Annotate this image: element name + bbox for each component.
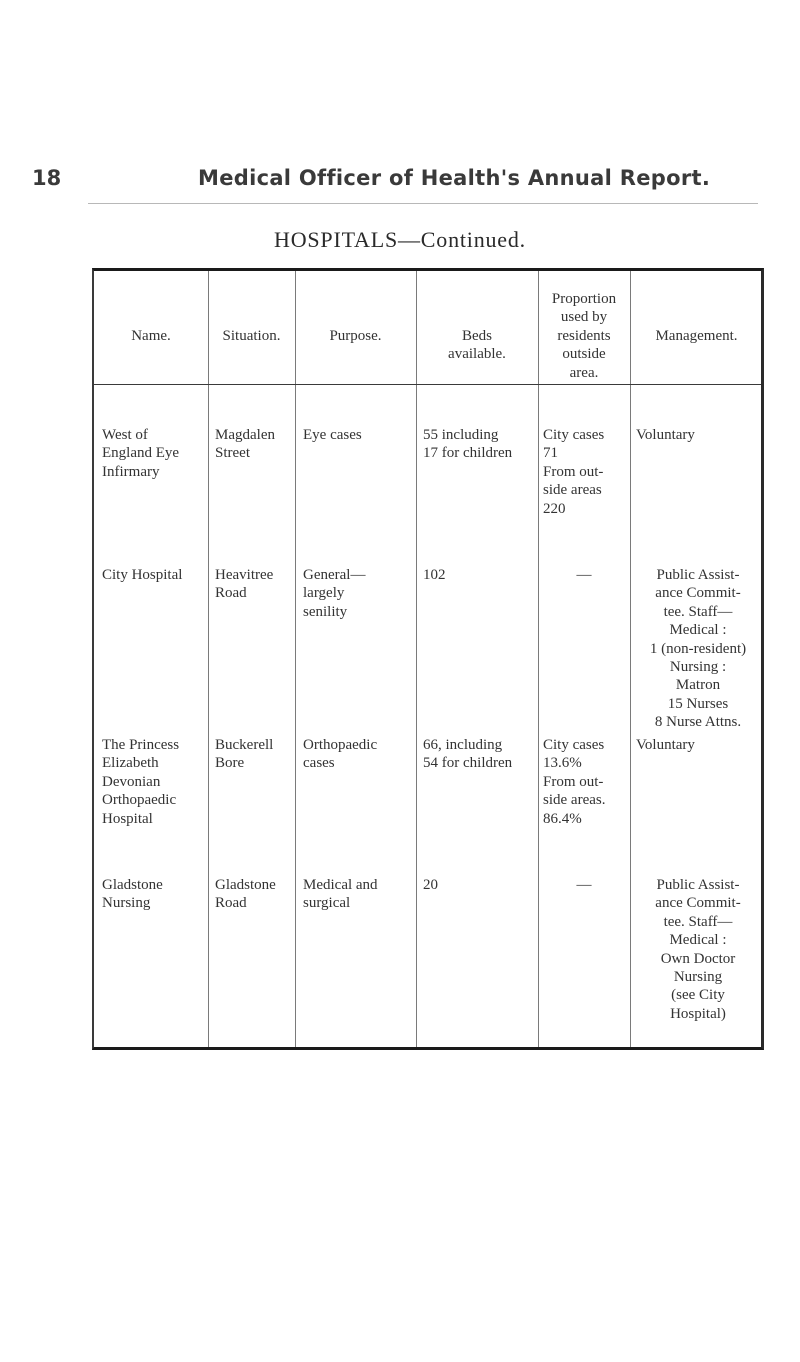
row-1-proportion: City cases 71 From out- side areas 220 bbox=[543, 427, 605, 517]
column-divider bbox=[295, 271, 296, 1047]
row-4-management: Public Assist- ance Commit- tee. Staff— Medical : Own Doctor Nursing (see City Hospital) bbox=[655, 877, 741, 1022]
row-4-situation: Gladstone Road bbox=[215, 877, 276, 912]
row-2-name: City Hospital bbox=[102, 567, 183, 583]
row-3-proportion: City cases 13.6% From out- side areas. 86.4% bbox=[543, 737, 606, 827]
row-1-situation: Magdalen Street bbox=[215, 427, 275, 462]
row-2-purpose: General— largely senility bbox=[303, 567, 366, 620]
hospitals-table bbox=[92, 268, 764, 1050]
column-divider bbox=[416, 271, 417, 1047]
column-header-purpose: Purpose. bbox=[329, 328, 382, 344]
header-rule bbox=[88, 203, 758, 204]
page-header bbox=[0, 162, 800, 202]
row-1-beds: 55 including 17 for children bbox=[423, 427, 513, 462]
row-1-management: Voluntary bbox=[636, 427, 695, 443]
report-title: Medical Officer of Health's Annual Report. bbox=[198, 166, 711, 190]
header-separator bbox=[94, 384, 761, 385]
column-divider bbox=[208, 271, 209, 1047]
row-2-management: Public Assist- ance Commit- tee. Staff— Medical : 1 (non-resident) Nursing : Matron 15 Nurses 8 Nurse Attns. bbox=[649, 567, 747, 731]
row-3-name: The Princess Elizabeth Devonian Orthopaedic Hospital bbox=[102, 737, 180, 827]
row-2-situation: Heavitree Road bbox=[215, 567, 274, 602]
row-3-management: Voluntary bbox=[636, 737, 695, 753]
row-4-beds: 20 bbox=[423, 877, 438, 893]
row-4-purpose: Medical and surgical bbox=[303, 877, 378, 912]
row-3-purpose: Orthopaedic cases bbox=[303, 737, 378, 772]
row-2-proportion: — bbox=[576, 567, 592, 583]
column-header-proportion: Proportion used by residents outside area. bbox=[551, 291, 617, 381]
section-title: HOSPITALS—Continued. bbox=[274, 227, 526, 252]
row-1-purpose: Eye cases bbox=[303, 427, 362, 443]
page-number: 18 bbox=[32, 166, 62, 190]
column-divider bbox=[538, 271, 539, 1047]
column-header-situation: Situation. bbox=[222, 328, 281, 344]
row-2-beds: 102 bbox=[423, 567, 446, 583]
column-header-name: Name. bbox=[131, 328, 171, 344]
row-4-name: Gladstone Nursing bbox=[102, 877, 163, 912]
row-3-beds: 66, including 54 for children bbox=[423, 737, 513, 772]
column-header-management: Management. bbox=[655, 328, 738, 344]
column-header-beds: Beds available. bbox=[448, 328, 506, 363]
row-3-situation: Buckerell Bore bbox=[215, 737, 274, 772]
row-1-name: West of England Eye Infirmary bbox=[102, 427, 180, 480]
row-4-proportion: — bbox=[576, 877, 592, 893]
